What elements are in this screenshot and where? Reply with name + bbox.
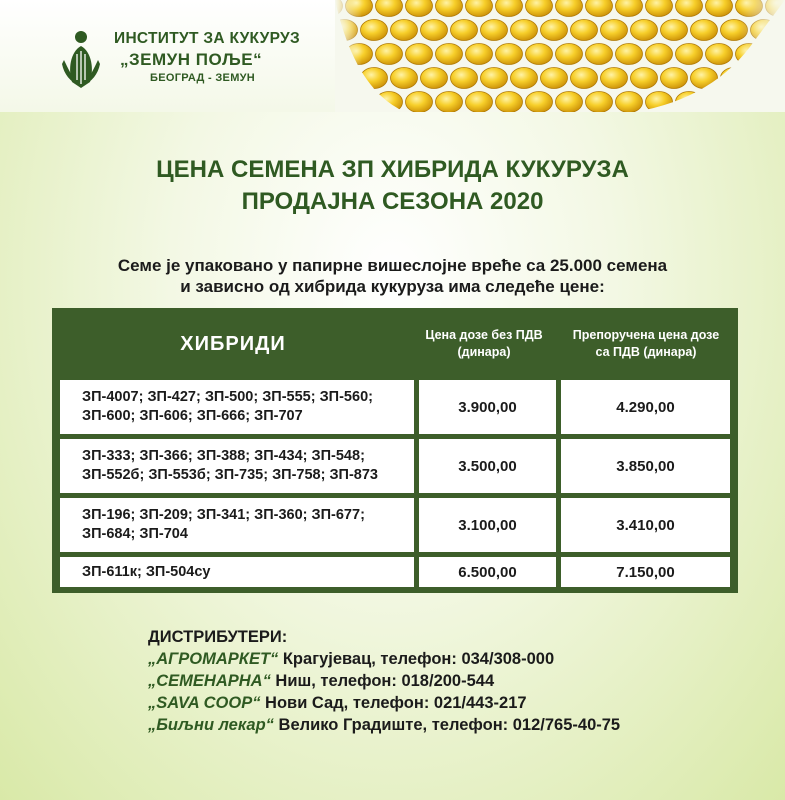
table-row-2-price-no-vat: 3.500,00 bbox=[419, 439, 556, 493]
intro-line-2: и зависно од хибрида кукуруза има следеће цене: bbox=[180, 277, 605, 296]
header-price-vat-line1: Препоручена цена дозе bbox=[572, 328, 720, 342]
distributor-details: Ниш, телефон: 018/200-544 bbox=[270, 672, 495, 690]
hybrids-line: ЗП-4007; ЗП-427; ЗП-500; ЗП-555; ЗП-560; bbox=[82, 389, 373, 405]
page-subtitle: ПРОДАЈНА СЕЗОНА 2020 bbox=[241, 188, 544, 215]
header-price-no-vat bbox=[414, 308, 554, 380]
table-row-3-price-vat: 3.410,00 bbox=[561, 498, 730, 552]
institute-name: ИНСТИТУТ ЗА КУКУРУЗ bbox=[114, 30, 301, 47]
distributor-name: „Биљни лекар“ bbox=[148, 716, 274, 734]
page-title: ЦЕНА СЕМЕНА ЗП ХИБРИДА КУКУРУЗА bbox=[156, 156, 629, 183]
table-row-4-price-no-vat: 6.500,00 bbox=[419, 557, 556, 587]
table-row-4-hybrids bbox=[60, 557, 414, 587]
table-row-2-price-vat: 3.850,00 bbox=[561, 439, 730, 493]
table-row-3-hybrids bbox=[60, 498, 414, 552]
table-row-2-hybrids bbox=[60, 439, 414, 493]
table-row-1-price-vat: 4.290,00 bbox=[561, 380, 730, 434]
distributor-item bbox=[148, 716, 620, 735]
distributor-details: Крагујевац, телефон: 034/308-000 bbox=[278, 650, 555, 668]
price-table bbox=[52, 308, 738, 593]
table-row-1-price-no-vat: 3.900,00 bbox=[419, 380, 556, 434]
header-price-vat bbox=[554, 308, 738, 380]
distributor-name: „АГРОМАРКЕТ“ bbox=[148, 650, 279, 668]
corn-photo bbox=[335, 0, 785, 112]
table-row-4-price-vat: 7.150,00 bbox=[561, 557, 730, 587]
header-price-vat-line2: са ПДВ (динара) bbox=[595, 345, 697, 359]
table-row-3-price-no-vat: 3.100,00 bbox=[419, 498, 556, 552]
header-price-no-vat-line1: Цена дозе без ПДВ bbox=[425, 328, 543, 342]
distributor-name: „СЕМЕНАРНА“ bbox=[148, 672, 271, 690]
distributor-name: „SAVA COOP“ bbox=[148, 694, 261, 712]
distributors-heading: ДИСТРИБУТЕРИ: bbox=[148, 628, 288, 646]
hybrids-line: ЗП-684; ЗП-704 bbox=[82, 526, 188, 542]
hybrids-line: ЗП-600; ЗП-606; ЗП-666; ЗП-707 bbox=[82, 408, 303, 424]
hybrids-line: ЗП-611к; ЗП-504су bbox=[82, 563, 211, 580]
header-hybrids: ХИБРИДИ bbox=[180, 332, 286, 355]
distributor-details: Нови Сад, телефон: 021/443-217 bbox=[260, 694, 527, 712]
hybrids-line: ЗП-552б; ЗП-553б; ЗП-735; ЗП-758; ЗП-873 bbox=[82, 467, 378, 483]
intro-line-1: Семе је упаковано у папирне вишеслојне вреће са 25.000 семена bbox=[117, 256, 668, 275]
corn-cob-logo-icon bbox=[60, 30, 102, 90]
institute-city: БЕОГРАД - ЗЕМУН bbox=[150, 72, 256, 84]
distributor-details: Велико Градиште, телефон: 012/765-40-75 bbox=[273, 716, 621, 734]
hybrids-line: ЗП-196; ЗП-209; ЗП-341; ЗП-360; ЗП-677; bbox=[82, 507, 365, 523]
distributor-item bbox=[148, 694, 527, 713]
hybrids-line: ЗП-333; ЗП-366; ЗП-388; ЗП-434; ЗП-548; bbox=[82, 448, 365, 464]
distributor-item bbox=[148, 672, 494, 691]
corn-kernels-photo bbox=[335, 0, 785, 112]
distributor-item bbox=[148, 650, 554, 669]
table-row-1-hybrids bbox=[60, 380, 414, 434]
institute-subname: „ЗЕМУН ПОЉЕ“ bbox=[120, 50, 263, 69]
header-price-no-vat-line2: (динара) bbox=[457, 345, 511, 359]
